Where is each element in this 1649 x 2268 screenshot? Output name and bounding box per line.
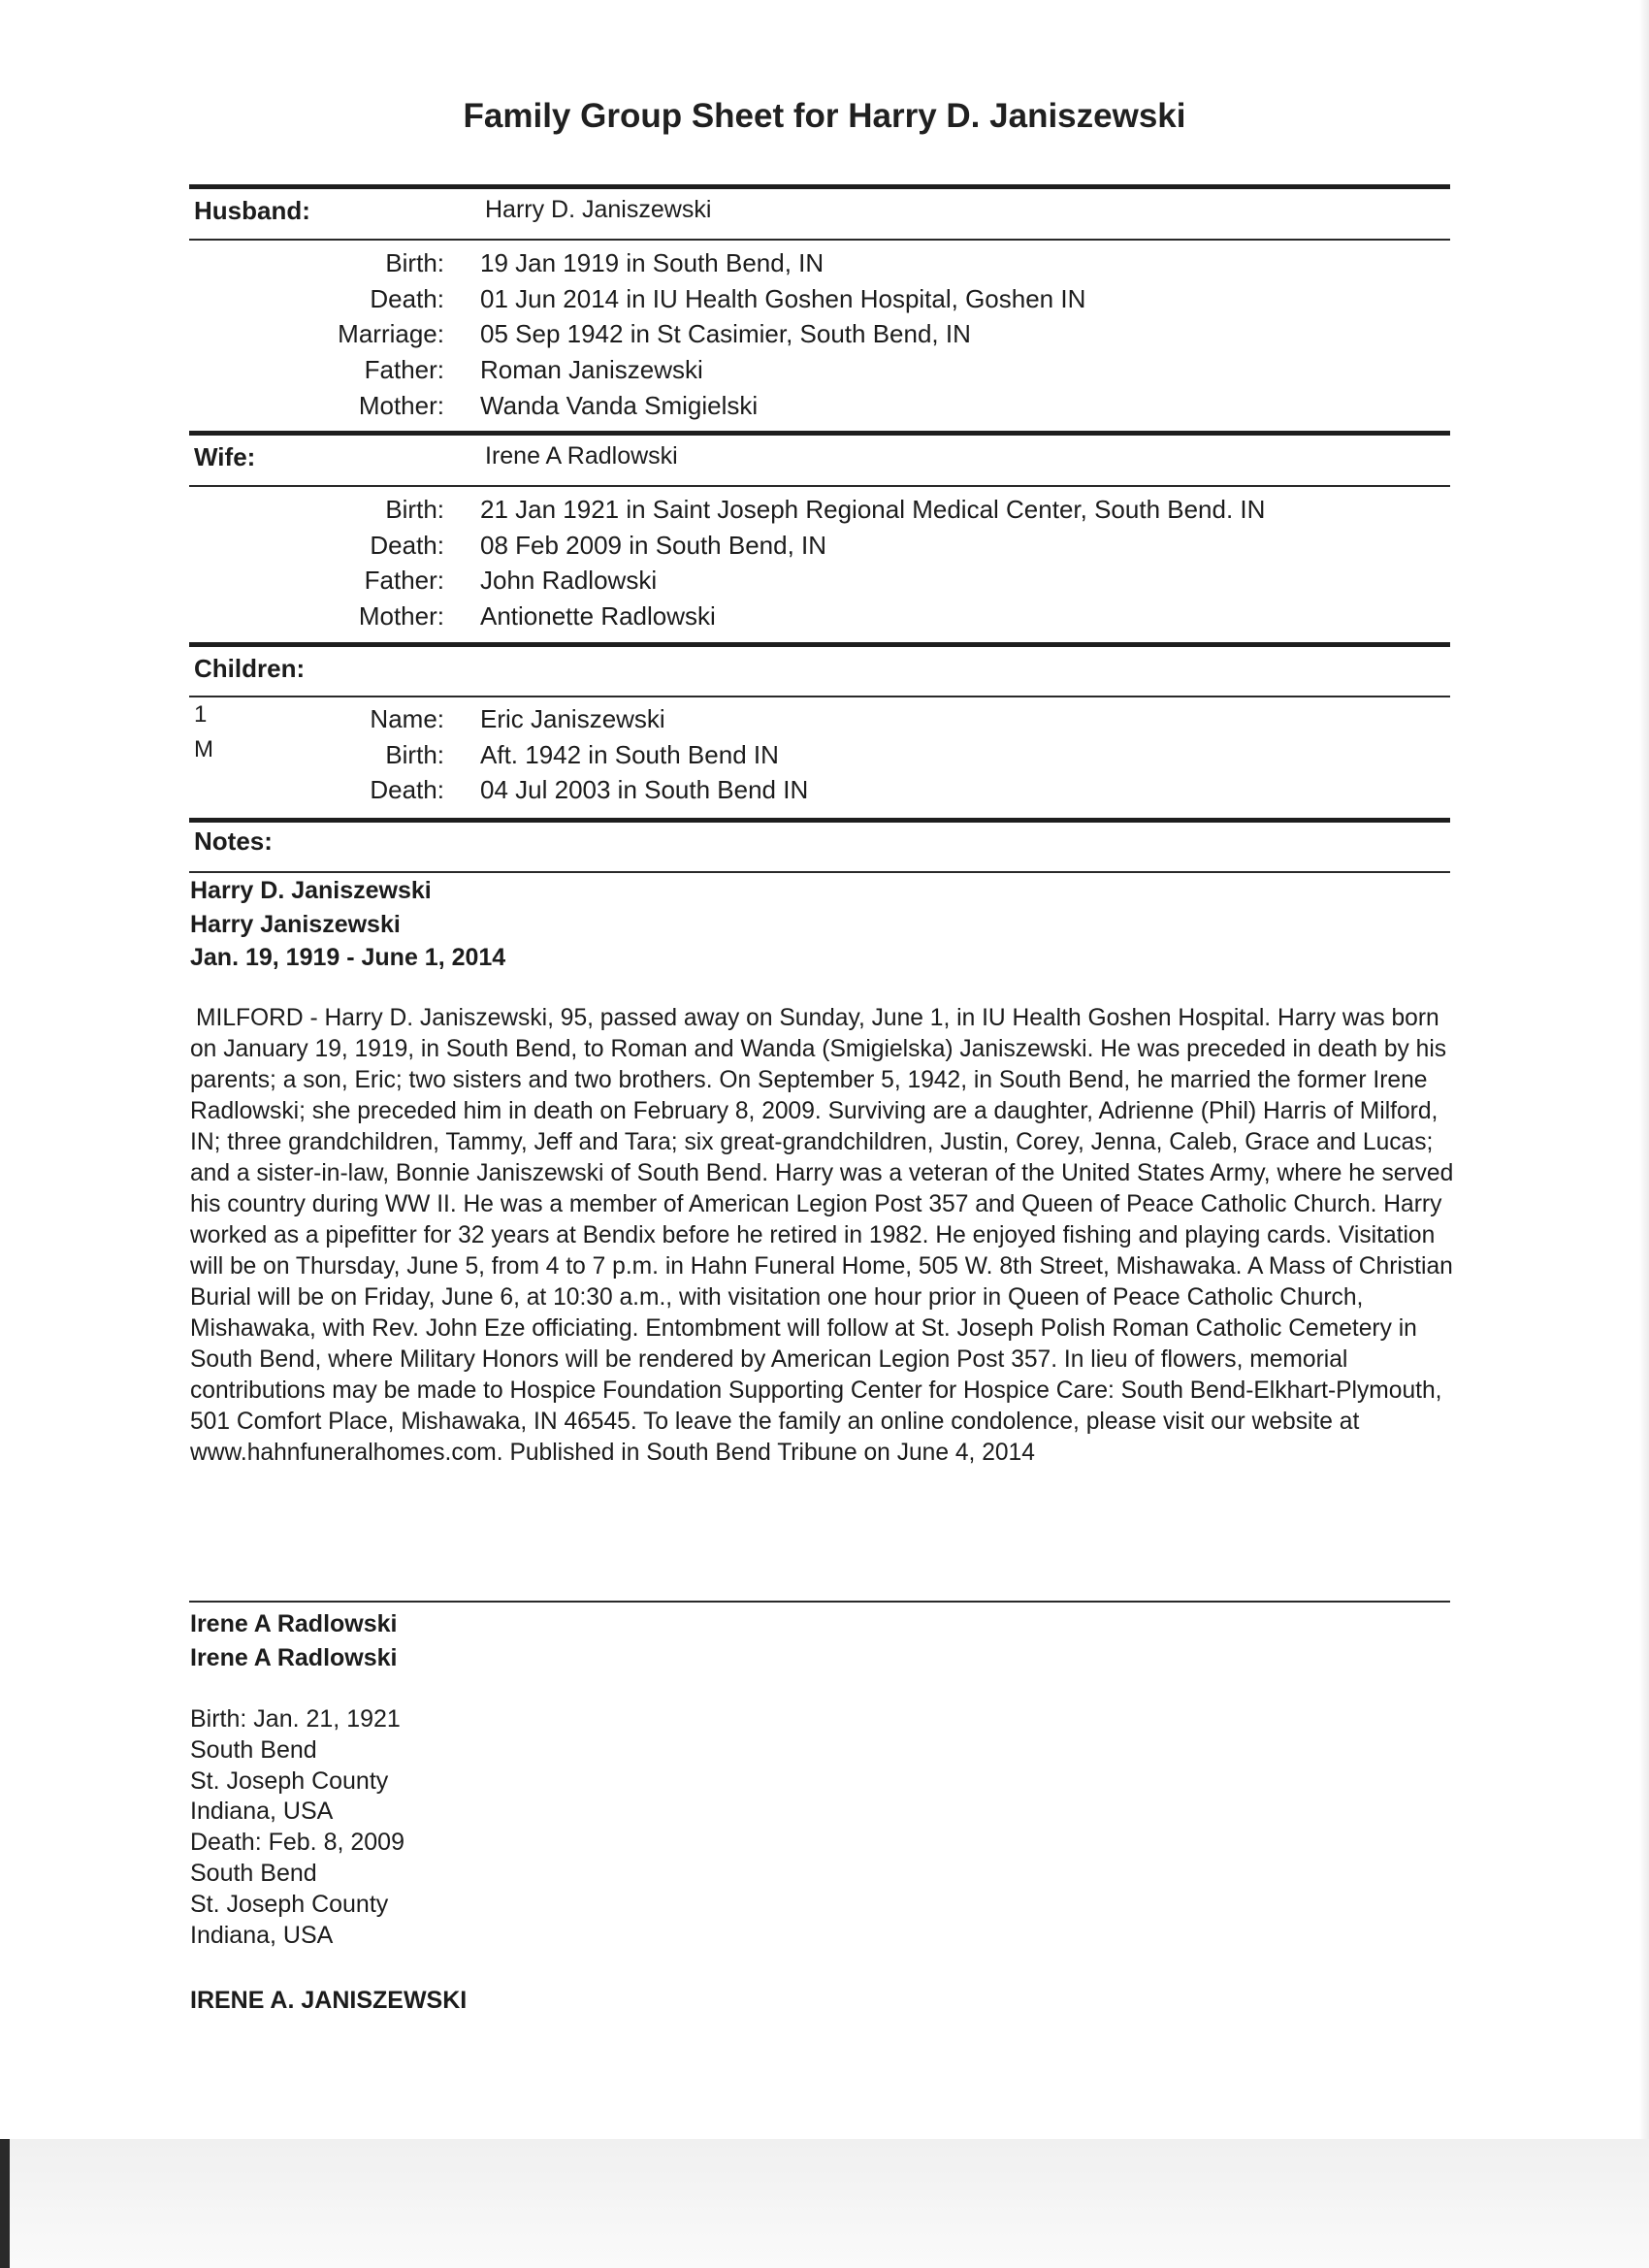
note-heading: Irene A Radlowski [190, 1644, 398, 1671]
scan-edge-shadow [1639, 0, 1649, 2268]
event-row [194, 352, 1445, 388]
note-heading: Harry D. Janiszewski [190, 877, 432, 904]
event-label: Marriage: [338, 319, 444, 349]
scan-bottom-margin [0, 2139, 1649, 2268]
event-row [194, 245, 1445, 281]
detail-line: Death: Feb. 8, 2009 [190, 1829, 404, 1857]
event-label: Death: [370, 283, 444, 313]
husband-events [194, 245, 1445, 423]
scan-edge-mark [0, 2139, 10, 2268]
event-row [194, 388, 1445, 424]
detail-line: St. Joseph County [190, 1766, 389, 1795]
event-label: Death: [370, 775, 444, 805]
notes-label: Notes: [194, 826, 273, 856]
event-row [194, 492, 1445, 528]
event-label: Birth: [385, 248, 444, 277]
event-row [194, 772, 1445, 808]
wife-events [194, 492, 1445, 634]
event-label: Father: [364, 566, 444, 596]
section-divider [189, 431, 1450, 436]
event-row [194, 599, 1445, 634]
wife-name: Irene A Radlowski [485, 442, 678, 470]
event-label: Birth: [385, 739, 444, 769]
event-value: John Radlowski [480, 566, 658, 596]
section-divider [189, 239, 1450, 241]
detail-line: South Bend [190, 1859, 317, 1887]
obituary-text: MILFORD - Harry D. Janiszewski, 95, passed away on Sunday, June 1, in IU Health Goshen Hospital. Harry was born on January 19, 1919, in South Bend, to Roman and Wanda (Smigielska) Janiszewski. He was preceded in death by his parents; a son, Eric; two sisters and two brothers. On September 5, 1942, in South Bend, he married the former Irene Radlowski; she preceded him in death on February 8, 2009. Surviving are a daughter, Adrienne (Phil) Harris of Milford, IN; three grandchildren, Tammy, Jeff and Tara; six great-grandchildren, Justin, Corey, Jenna, Caleb, Grace and Lucas; and a sister-in-law, Bonnie Janiszewski of South Bend. Harry was a veteran of the United States Army, where he served his country during WW II. He was a member of American Legion Post 357 and Queen of Peace Catholic Church. Harry worked as a pipefitter for 32 years at Bendix before he retired in 1982. He enjoyed fishing and playing cards. Visitation will be on Thursday, June 5, from 4 to 7 p.m. in Hahn Funeral Home, 505 W. 8th Street, Mishawaka. A Mass of Christian Burial will be on Friday, June 6, at 10:30 a.m., with visitation one hour prior in Queen of Peace Catholic Church, Mishawaka, with Rev. John Eze officiating. Entombment will follow at St. Joseph Polish Roman Catholic Cemetery in South Bend, where Military Honors will be rendered by American Legion Post 357. In lieu of flowers, memorial contributions may be made to Hospice Foundation Supporting Center for Hospice Care: South Bend-Elkhart-Plymouth, 501 Comfort Place, Mishawaka, IN 46545. To leave the family an online condolence, please visit our website at www.hahnfuneralhomes.com. Published in South Bend Tribune on June 4, 2014 [190, 1005, 1454, 1466]
event-value: 19 Jan 1919 in South Bend, IN [480, 248, 824, 277]
event-row [194, 316, 1445, 352]
event-row [194, 701, 1445, 737]
burial-details [190, 1704, 404, 1951]
event-value: 05 Sep 1942 in St Casimier, South Bend, IN [480, 319, 971, 349]
note-heading: Irene A Radlowski [190, 1610, 398, 1637]
event-value: Roman Janiszewski [480, 355, 703, 385]
event-value: Antionette Radlowski [480, 601, 716, 632]
husband-label: Husband: [194, 196, 310, 225]
event-value: 08 Feb 2009 in South Bend, IN [480, 530, 827, 560]
detail-line: Indiana, USA [190, 1798, 334, 1826]
note-dates: Jan. 19, 1919 - June 1, 2014 [190, 944, 506, 971]
section-divider [189, 642, 1450, 647]
section-divider [189, 871, 1450, 873]
husband-name: Harry D. Janiszewski [485, 196, 712, 223]
section-divider [189, 184, 1450, 189]
note-footer: IRENE A. JANISZEWSKI [190, 1987, 468, 2014]
detail-line: St. Joseph County [190, 1890, 389, 1918]
event-value: 04 Jul 2003 in South Bend IN [480, 775, 809, 805]
detail-line: Indiana, USA [190, 1921, 334, 1949]
child-number: 1 [194, 701, 208, 728]
event-row [194, 737, 1445, 773]
event-label: Birth: [385, 495, 444, 524]
note-heading: Harry Janiszewski [190, 911, 401, 938]
child-sex: M [194, 736, 213, 762]
detail-line: South Bend [190, 1735, 317, 1764]
section-divider [189, 485, 1450, 487]
wife-label: Wife: [194, 442, 256, 471]
event-value: 01 Jun 2014 in IU Health Goshen Hospital, Goshen IN [480, 283, 1086, 313]
event-label: Name: [370, 704, 444, 733]
child-events [194, 701, 1445, 808]
event-row [194, 563, 1445, 599]
event-label: Mother: [358, 601, 444, 632]
event-value: Aft. 1942 in South Bend IN [480, 739, 779, 769]
event-label: Death: [370, 530, 444, 560]
section-divider [189, 696, 1450, 697]
event-label: Father: [364, 355, 444, 385]
event-row [194, 528, 1445, 564]
event-value: Wanda Vanda Smigielski [480, 390, 759, 420]
section-divider [189, 1601, 1450, 1603]
event-value: Eric Janiszewski [480, 704, 665, 733]
children-label: Children: [194, 654, 306, 683]
event-value: 21 Jan 1921 in Saint Joseph Regional Medical Center, South Bend. IN [480, 495, 1266, 524]
event-label: Mother: [358, 390, 444, 420]
event-row [194, 281, 1445, 317]
page-title: Family Group Sheet for Harry D. Janiszewski [463, 97, 1186, 135]
section-divider [189, 818, 1450, 823]
detail-line: Birth: Jan. 21, 1921 [190, 1705, 401, 1733]
